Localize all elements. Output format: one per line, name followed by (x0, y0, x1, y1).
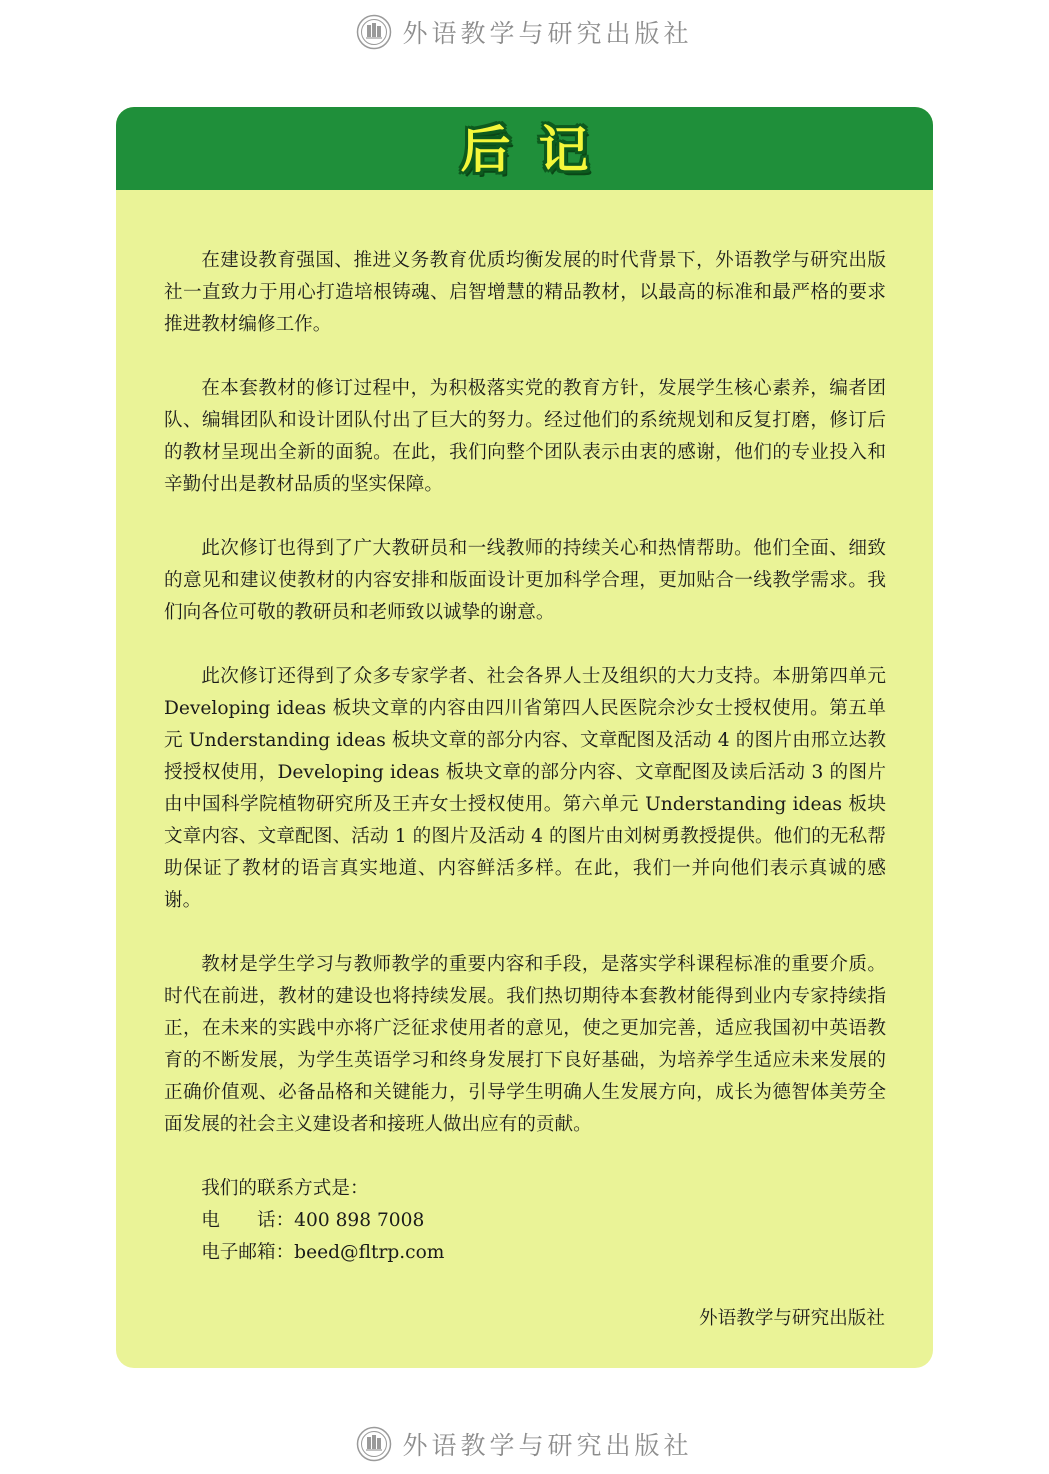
publisher-watermark-top (0, 2, 1049, 62)
phone-number: 400 898 7008 (294, 1210, 425, 1231)
afterword-body (164, 245, 886, 1269)
publisher-signature: 外语教学与研究出版社 (699, 1308, 885, 1329)
watermark-text: 外语教学与研究出版社 (402, 1431, 693, 1460)
contact-intro: 我们的联系方式是： (201, 1178, 369, 1199)
publisher-logo-icon (356, 1426, 392, 1462)
publisher-logo-icon (356, 14, 392, 50)
watermark-text: 外语教学与研究出版社 (402, 19, 693, 48)
email-label: 电子邮箱： (201, 1242, 295, 1263)
contact-phone-line (201, 1205, 886, 1237)
title-char-2: 记 (538, 120, 589, 179)
paragraph-expert-thanks: 此次修订还得到了众多专家学者、社会各界人士及组织的大力支持。本册第四单元 Developing ideas 板块文章的内容由四川省第四人民医院佘沙女士授权使用。第五单元 Understanding ideas 板块文章的部分内容、文章配图及活动 4 的图片由邢立达教授授权使用，Developing ideas 板块文章的部分内容、文章配图及读后活动 3 的图片由中国科学院植物研究所及王卉女士授权使用。第六单元 Understanding ideas 板块文章内容、文章配图、活动 1 的图片及活动 4 的图片由刘树勇教授提供。他们的无私帮助保证了教材的语言真实地道、内容鲜活多样。在此，我们一并向他们表示真诚的感谢。 (164, 666, 886, 911)
contact-block (164, 1173, 886, 1269)
title-char-1: 后 (460, 120, 511, 179)
paragraph-intro: 在建设教育强国、推进义务教育优质均衡发展的时代背景下，外语教学与研究出版社一直致力于用心打造培根铸魂、启智增慧的精品教材，以最高的标准和最严格的要求推进教材编修工作。 (164, 250, 886, 335)
paragraph-team-thanks: 在本套教材的修订过程中，为积极落实党的教育方针，发展学生核心素养，编者团队、编辑团队和设计团队付出了巨大的努力。经过他们的系统规划和反复打磨，修订后的教材呈现出全新的面貌。在此，我们向整个团队表示由衷的感谢，他们的专业投入和辛勤付出是教材品质的坚实保障。 (164, 378, 886, 495)
contact-email-line (201, 1237, 886, 1269)
card-header (116, 107, 933, 190)
publisher-watermark-bottom (0, 1414, 1049, 1474)
phone-label: 电 话： (201, 1210, 295, 1231)
paragraph-teacher-thanks: 此次修订也得到了广大教研员和一线教师的持续关心和热情帮助。他们全面、细致的意见和建议使教材的内容安排和版面设计更加科学合理，更加贴合一线教学需求。我们向各位可敬的教研员和老师致以诚挚的谢意。 (164, 538, 886, 623)
email-address: beed@fltrp.com (294, 1242, 445, 1263)
afterword-card (116, 107, 933, 1368)
paragraph-outlook: 教材是学生学习与教师教学的重要内容和手段，是落实学科课程标准的重要介质。时代在前进，教材的建设也将持续发展。我们热切期待本套教材能得到业内专家持续指正，在未来的实践中亦将广泛征求使用者的意见，使之更加完善，适应我国初中英语教育的不断发展，为学生英语学习和终身发展打下良好基础，为培养学生适应未来发展的正确价值观、必备品格和关键能力，引导学生明确人生发展方向，成长为德智体美劳全面发展的社会主义建设者和接班人做出应有的贡献。 (164, 954, 886, 1135)
page-title (460, 120, 589, 179)
